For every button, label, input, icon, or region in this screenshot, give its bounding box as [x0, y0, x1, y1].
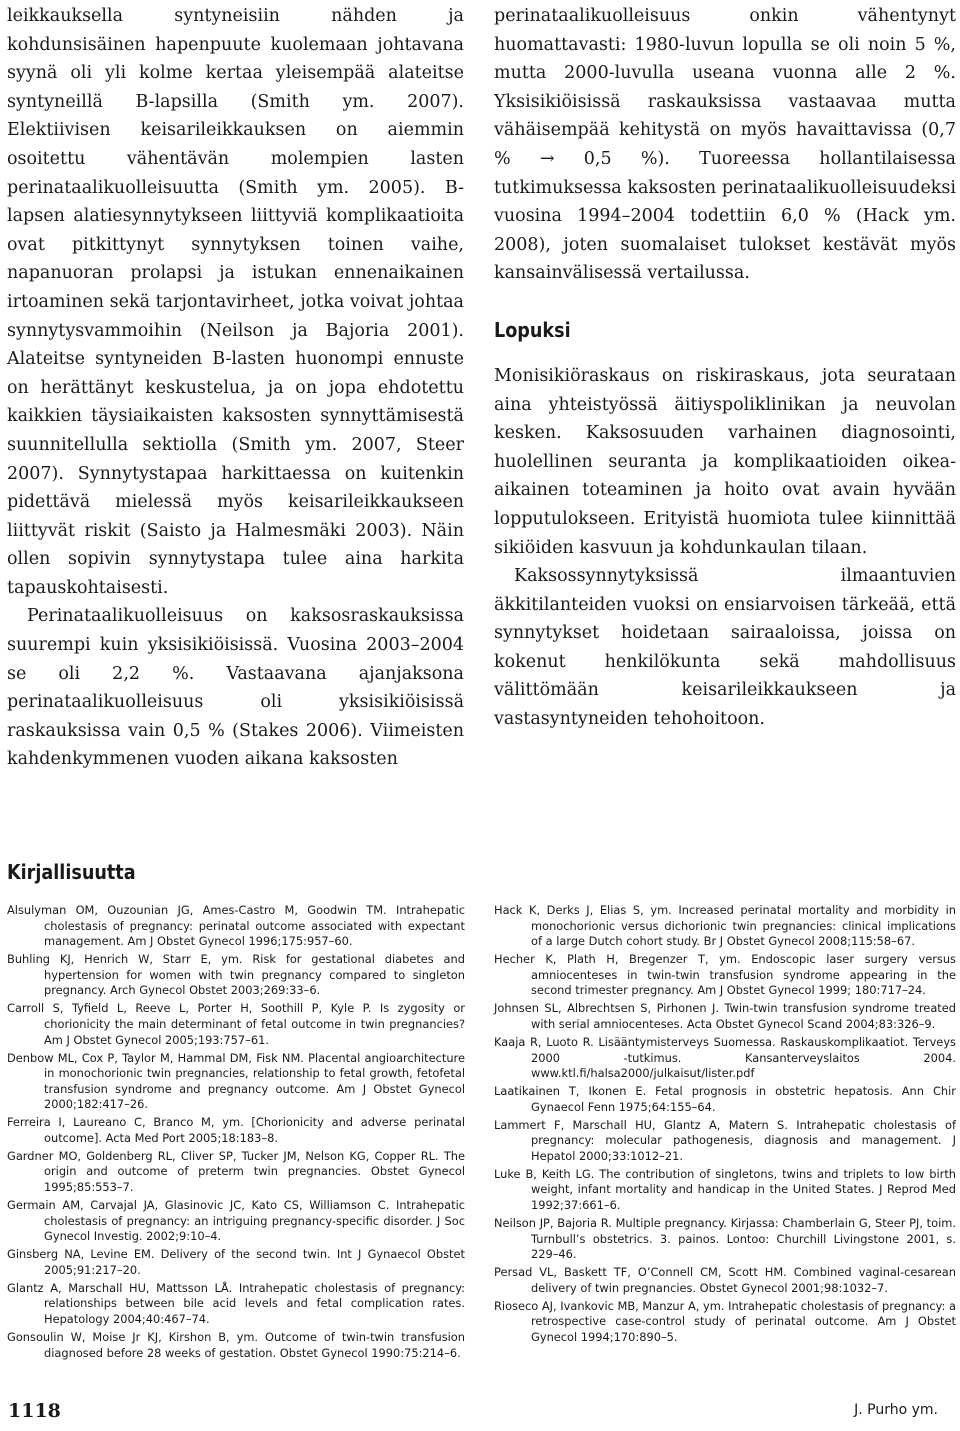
body-paragraph: leikkauksella syntyneisiin nähden ja kohdunsisäinen hapenpuute kuolemaan johtavana syynä oli yli kolme kertaa yleisempää alateitse syntyneillä B-lapsilla (Smith ym. 2007). Elektiivisen keisarileikkauksen on aiemmin osoitettu vähentävän molempien lasten perinataalikuolleisuutta (Smith ym. 2005). B-lapsen alatiesynnytykseen liittyviä komplikaatioita ovat pitkittynyt synnytyksen toinen vaihe, napanuoran prolapsi ja istukan ennenaikainen irtoaminen sekä tarjontavirheet, jotka voivat johtaa synnytysvammoihin (Neilson ja Bajoria 2001). Alateitse syntyneiden B-lasten huonompi ennuste on herättänyt keskustelua, ja on jopa ehdotettu kaikkien täysiaikaisten kaksosten synnyttämisestä suunnitellulla sektiolla (Smith ym. 2007, Steer 2007). Synnytystapaa harkittaessa on kuitenkin pidettävä mielessä myös keisarileikkaukseen liittyvät riskit (Saisto ja Halmesmäki 2003). Näin ollen sopivin synnytystapa tulee aina harkita tapauskohtaisesti. [7, 6, 464, 598]
reference-item: Hecher K, Plath H, Bregenzer T, ym. Endoscopic laser surgery versus amniocenteses in twin-twin transfusion syndrome appearing in the second trimester pregnancy. Am J Obstet Gynecol 1999; 180:717–24. [494, 952, 956, 998]
body-paragraph: Kaksossynnytyksissä ilmaantuvien äkkitilanteiden vuoksi on ensiarvoisen tärkeää, että synnytykset hoidetaan sairaaloissa, joissa on kokenut henkilökunta sekä mahdollisuus välittömään keisarileikkaukseen ja vastasyntyneiden tehohoitoon. [494, 566, 956, 730]
reference-item: Ferreira I, Laureano C, Branco M, ym. [Chorionicity and adverse perinatal outcome]. Acta Med Port 2005;18:183–8. [7, 1115, 465, 1145]
reference-item: Ginsberg NA, Levine EM. Delivery of the second twin. Int J Gynaecol Obstet 2005;91:217–20. [7, 1247, 465, 1277]
reference-item: Luke B, Keith LG. The contribution of singletons, twins and triplets to low birth weight, infant mortality and handicap in the United States. J Reprod Med 1992;37:661–6. [494, 1166, 956, 1213]
running-footer-author: J. Purho ym. [854, 1402, 938, 1418]
body-paragraph: Monisikiöraskaus on riskiraskaus, jota seurataan aina yhteistyössä äitiyspoliklinikan ja neuvolan kesken. Kaksosuuden varhainen diagnosointi, huolellinen seuranta ja komplikaatioiden oikea-aikainen toteaminen ja hoito ovat avain hyvään lopputulokseen. Erityistä huomiota tulee kiinnittää sikiöiden kasvuun ja kohdunkaulan tilaan. [494, 365, 956, 558]
reference-item: Denbow ML, Cox P, Taylor M, Hammal DM, Fisk NM. Placental angioarchitecture in monochorionic twin pregnancies, relationship to fetal growth, fetofetal transfusion syndrome and pregnancy outcome. Am J Obstet Gynecol 2000;182:417–26. [7, 1050, 465, 1112]
references-column-left [7, 903, 465, 1364]
reference-item: Gardner MO, Goldenberg RL, Cliver SP, Tucker JM, Nelson KG, Copper RL. The origin and outcome of preterm twin pregnancies. Obstet Gynecol 1995;85:553–7. [7, 1148, 465, 1195]
reference-item: Kaaja R, Luoto R. Lisääntymisterveys Suomessa. Raskauskomplikaatiot. Terveys 2000 -tutkimus. Kansanterveyslaitos 2004. www.ktl.fi/halsa2000/julkaisut/lister.pdf [494, 1034, 956, 1081]
reference-item: Neilson JP, Bajoria R. Multiple pregnancy. Kirjassa: Chamberlain G, Steer PJ, toim. Turnbull’s obstetrics. 3. painos. Lontoo: Churchill Livingstone 2001, s. 229–46. [494, 1216, 956, 1262]
reference-item: Buhling KJ, Henrich W, Starr E, ym. Risk for gestational diabetes and hypertension for women with twin pregnancy compared to singleton pregnancy. Arch Gynecol Obstet 2003;269:33–6. [7, 952, 465, 998]
reference-item: Gonsoulin W, Moise Jr KJ, Kirshon B, ym. Outcome of twin-twin transfusion diagnosed before 28 weeks of gestation. Obstet Gynecol 1990:75:214–6. [7, 1329, 465, 1360]
body-paragraph: Perinataalikuolleisuus on kaksosraskauksissa suurempi kuin yksisikiöisissä. Vuosina 2003–2004 se oli 2,2 %. Vastaavana ajanjaksona perinataalikuolleisuus oli yksisikiöisissä raskauksissa vain 0,5 % (Stakes 2006). Viimeisten kahdenkymmenen vuoden aikana kaksosten [7, 606, 464, 770]
body-paragraph: perinataalikuolleisuus onkin vähentynyt huomattavasti: 1980-luvun lopulla se oli noin 5 %, mutta 2000-luvulla useana vuonna alle 2 %. Yksisikiöisissä raskauksissa vastaavaa mutta vähäisempää kehitystä on myös havaittavissa (0,7 % → 0,5 %). Tuoreessa hollantilaisessa tutkimuksessa kaksosten perinataalikuolleisuudeksi vuosina 1994–2004 todettiin 6,0 % (Hack ym. 2008), joten suomalaiset tulokset kestävät myös kansainvälisessä vertailussa. [494, 6, 956, 284]
reference-item: Glantz A, Marschall HU, Mattsson LÅ. Intrahepatic cholestasis of pregnancy: relationships between bile acid levels and fetal complication rates. Hepatology 2004;40:467–74. [7, 1280, 465, 1326]
references-column-right [494, 903, 956, 1348]
reference-item: Alsulyman OM, Ouzounian JG, Ames-Castro M, Goodwin TM. Intrahepatic cholestasis of pregnancy: perinatal outcome associated with expectant management. Am J Obstet Gynecol 1996;175:957–60. [7, 903, 465, 949]
section-heading-lopuksi: Lopuksi [494, 317, 571, 342]
reference-item: Laatikainen T, Ikonen E. Fetal prognosis in obstetric hepatosis. Ann Chir Gynaecol Fenn 1975;64:155–64. [494, 1084, 956, 1114]
page-number: 1118 [8, 1400, 61, 1422]
reference-item: Hack K, Derks J, Elias S, ym. Increased perinatal mortality and morbidity in monochorionic versus dichorionic twin pregnancies: clinical implications of a large Dutch cohort study. Br J Obstet Gynecol 2008;115:58–67. [494, 903, 956, 949]
references-heading: Kirjallisuutta [7, 860, 136, 884]
reference-item: Lammert F, Marschall HU, Glantz A, Matern S. Intrahepatic cholestasis of pregnancy: molecular pathogenesis, diagnosis and management. J Hepatol 2000;33:1012–21. [494, 1117, 956, 1163]
body-column-left [7, 2, 464, 774]
reference-item: Johnsen SL, Albrechtsen S, Pirhonen J. Twin-twin transfusion syndrome treated with serial amniocenteses. Acta Obstet Gynecol Scand 2004;83:326–9. [494, 1001, 956, 1031]
body-column-right [494, 2, 956, 734]
reference-item: Germain AM, Carvajal JA, Glasinovic JC, Kato CS, Williamson C. Intrahepatic cholestasis of pregnancy: an intriguing pregnancy-specific disorder. J Soc Gynecol Investig. 2002;9:10–4. [7, 1198, 465, 1244]
reference-item: Carroll S, Tyfield L, Reeve L, Porter H, Soothill P, Kyle P. Is zygosity or chorionicity the main determinant of fetal outcome in twin pregnancies? Am J Obstet Gynecol 2005;193:757–61. [7, 1001, 465, 1047]
reference-item: Rioseco AJ, Ivankovic MB, Manzur A, ym. Intrahepatic cholestasis of pregnancy: a retrospective case-control study of perinatal outcome. Am J Obstet Gynecol 1994;170:890–5. [494, 1298, 956, 1344]
reference-item: Persad VL, Baskett TF, O’Connell CM, Scott HM. Combined vaginal-cesarean delivery of twin pregnancies. Obstet Gynecol 2001;98:1032–7. [494, 1265, 956, 1295]
